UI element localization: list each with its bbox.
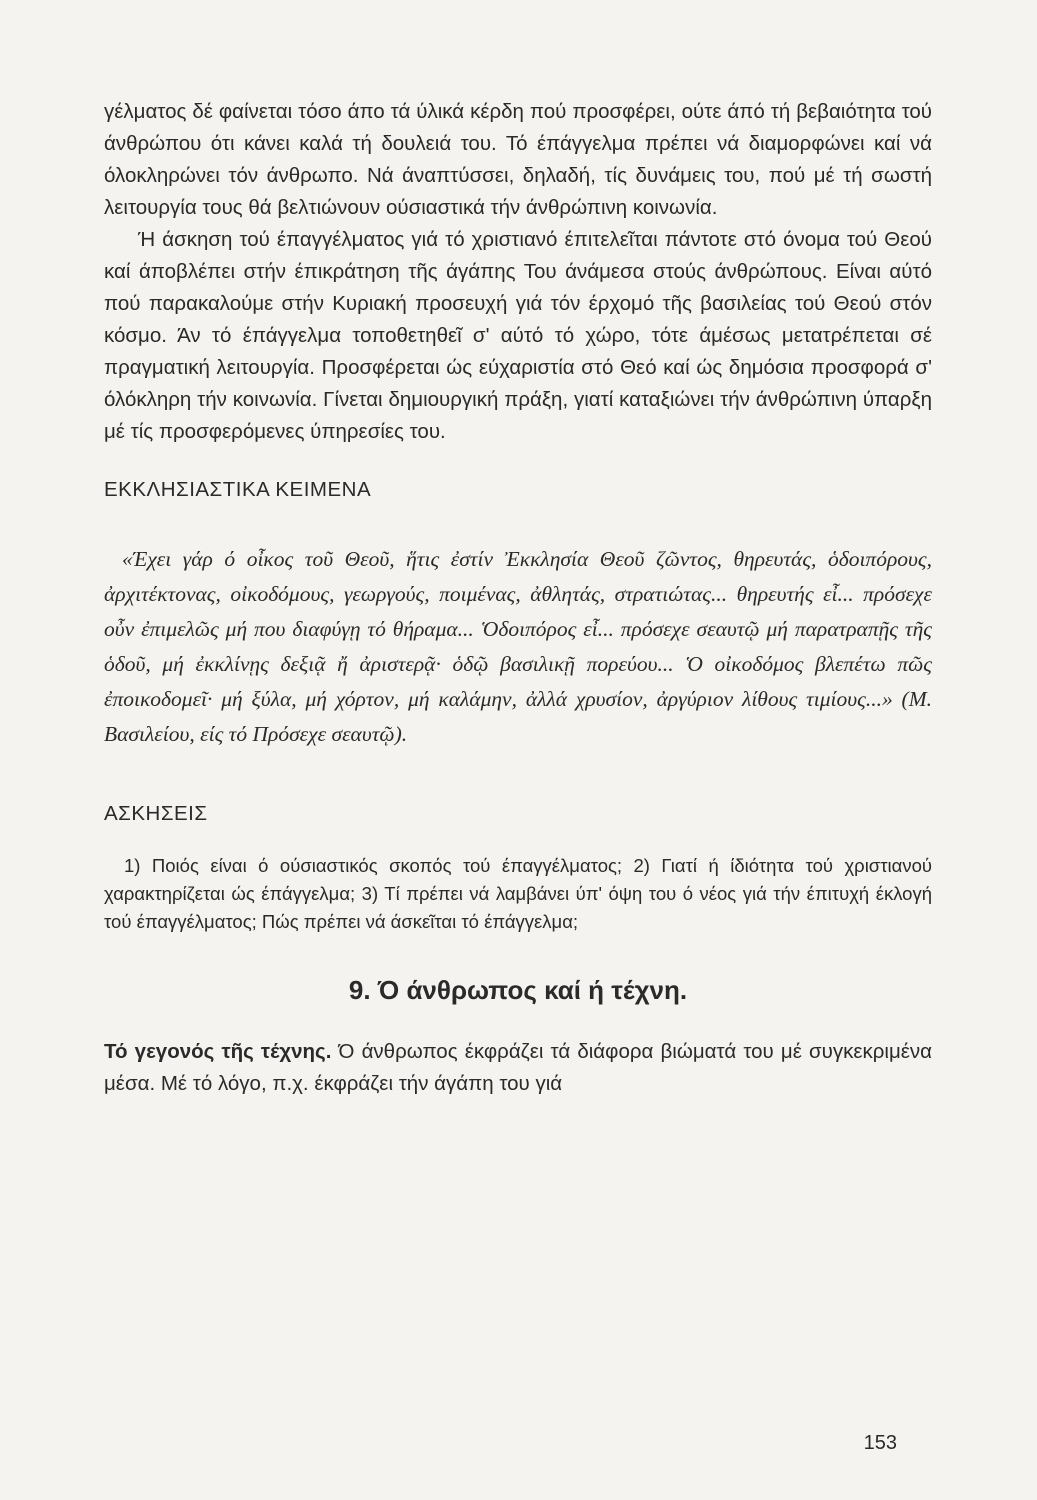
exercises-text: 1) Ποιός είναι ό ούσιαστικός σκοπός τού έπαγγέλματος; 2) Γιατί ή ίδιότητα τού χριστιανού χαρακτηρίζεται ώς έπάγγελμα; 3) Τί πρέπει νά λαμβάνει ύπ' όψη του ό νέος γιά τήν έπιτυχή έκλογή τού έπαγγέλματος; Πώς πρέπει νά άσκεῖται τό έπάγγελμα;: [104, 855, 932, 932]
intro-lead: Τό γεγονός τῆς τέχνης.: [104, 1040, 332, 1063]
chapter-title: 9. Ό άνθρωπος καί ή τέχνη.: [348, 975, 688, 1005]
patristic-quote: «Έχει γάρ ό οἶκος τοῦ Θεοῦ, ἥτις ἐστίν Ἐκκλησία Θεοῦ ζῶντος, θηρευτάς, ὁδοιπόρους, ἀρχιτέκτονας, οἰκοδόμους, γεωργούς, ποιμένας, ἀθλητάς, στρατιώτας... θηρευτής εἶ... πρόσεχε οὖν ἐπιμελῶς μή που διαφύγῃ τό θήραμα... Ὁδοιπόρος εἶ... πρόσεχε σεαυτῷ μή παρατραπῇς τῆς ὁδοῦ, μή ἐκκλίνῃς δεξιᾷ ἤ ἀριστερᾷ· ὁδῷ βασιλικῇ πορεύου... Ὁ οἰκοδόμος βλεπέτω πῶς ἐποικοδομεῖ· μή ξύλα, μή χόρτον, μή καλάμην, ἀλλά χρυσίον, ἀργύριον λίθους τιμίους...» (Μ. Βασιλείου, είς τό Πρόσεχε σεαυτῷ).: [104, 547, 932, 746]
section-heading-church-texts: ΕΚΚΛΗΣΙΑΣΤΙΚΑ ΚΕΙΜΕΝΑ: [104, 478, 372, 501]
page-number: 153: [863, 1432, 897, 1454]
paragraph-profession-purpose: γέλματος δέ φαίνεται τόσο άπο τά ύλικά κέρδη πού προσφέρει, ούτε άπό τή βεβαιότητα τού άνθρώπου ότι κάνει καλά τή δουλειά του. Τό έπάγγελμα πρέπει νά διαμορφώνει καί νά όλοκληρώνει τόν άνθρωπο. Νά άναπτύσσει, δηλαδή, τίς δυνάμεις του, πού μέ τή σωστή λειτουργία τους θά βελτιώνουν ούσιαστικά τήν άνθρώπινη κοινωνία.: [104, 100, 932, 219]
intro-text: Ό άνθρωπος έκφράζει τά διάφορα βιώματά του μέ συγκεκριμένα μέσα. Μέ τό λόγο, π.χ. έκφράζει τήν άγάπη του γιά: [104, 1040, 932, 1095]
document-page: [104, 96, 932, 1100]
section-heading-exercises: ΑΣΚΗΣΕΙΣ: [104, 802, 208, 825]
paragraph-christian-profession: Ή άσκηση τού έπαγγέλματος γιά τό χριστιανό έπιτελεῖται πάντοτε στό όνομα τού Θεού καί άποβλέπει στήν έπικράτηση τῆς άγάπης Του άνάμεσα στούς άνθρώπους. Είναι αύτό πού παρακαλούμε στήν Κυριακή προσευχή γιά τόν έρχομό τῆς βασιλείας τού Θεού στόν κόσμο. Άν τό έπάγγελμα τοποθετηθεῖ σ' αύτό τό χώρο, τότε άμέσως μετατρέπεται σέ πραγματική λειτουργία. Προσφέρεται ώς εύχαριστία στό Θεό καί ώς δημόσια προσφορά σ' όλόκληρη τήν κοινωνία. Γίνεται δημιουργική πράξη, γιατί καταξιώνει τήν άνθρώπινη ύπαρξη μέ τίς προσφερόμενες ύπηρεσίες του.: [104, 228, 932, 443]
chapter-intro: [104, 1036, 932, 1100]
